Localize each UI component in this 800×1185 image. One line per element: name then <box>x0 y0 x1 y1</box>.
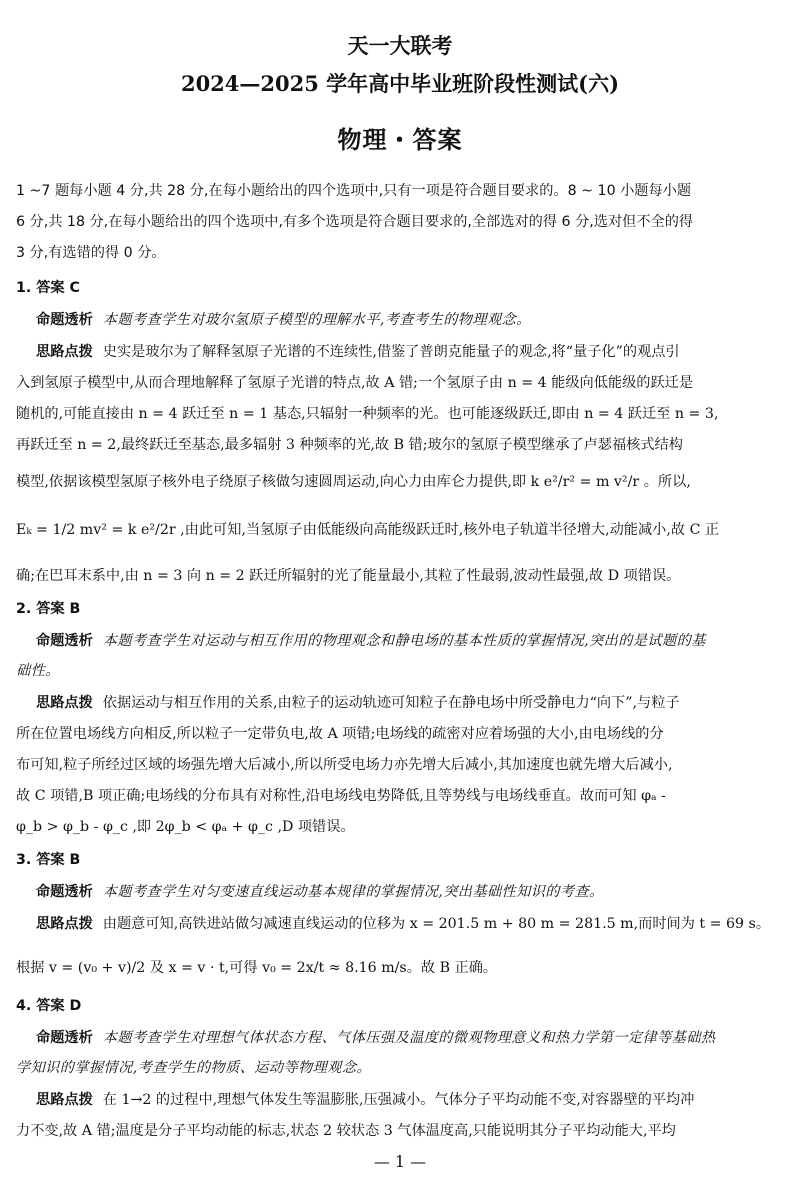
silu-label: 思路点拨 <box>36 916 93 932</box>
mingti-label: 命题透析 <box>36 633 93 649</box>
q4-silu-line-1 <box>36 1090 786 1110</box>
q3-silu-line-1 <box>36 914 786 934</box>
q2-silu-line-3: 布可知,粒子所经过区域的场强先增大后减小,所以所受电场力亦先增大后减小,其加速度也就先增大后减小, <box>16 757 673 773</box>
q1-silu-line-7: 确;在巴耳末系中,由 n = 3 向 n = 2 跃迁所辐射的光了能量最小,其粒了性最弱,波动性最强,故 D 项错误。 <box>16 568 681 584</box>
q2-silu-line-2: 所在位置电场线方向相反,所以粒子一定带负电,故 A 项错;电场线的疏密对应着场强的大小,由电场线的分 <box>16 726 664 742</box>
q3-answer-heading: 3. 答案 B <box>16 852 81 868</box>
mingti-label: 命题透析 <box>36 884 93 900</box>
silu-label: 思路点拨 <box>36 1092 93 1108</box>
q3-mingti-text: 本题考查学生对匀变速直线运动基本规律的掌握情况,突出基础性知识的考查。 <box>102 884 604 900</box>
mingti-label: 命题透析 <box>36 312 93 328</box>
q2-silu-line-5: φ_b > φ_b - φ_c ,即 2φ_b < φₐ + φ_c ,D 项错误。 <box>16 819 355 835</box>
q4-silu-text-1: 在 1→2 的过程中,理想气体发生等温膨胀,压强减小。气体分子平均动能不变,对容器壁的平均冲 <box>102 1092 695 1108</box>
q1-silu-line-4: 再跃迁至 n = 2,最终跃迁至基态,最多辐射 3 种频率的光,故 B 错;玻尔的氢原子模型继承了卢瑟福核式结构 <box>16 437 683 453</box>
q4-answer-heading: 4. 答案 D <box>16 998 82 1014</box>
q1-silu-line-1 <box>36 342 786 362</box>
q1-silu-line-3: 随机的,可能直接由 n = 4 跃迁至 n = 1 基态,只辐射一种频率的光。也可能逐级跃迁,即由 n = 4 跃迁至 n = 3, <box>16 406 719 422</box>
intro-line-3: 3 分,有选错的得 0 分。 <box>16 245 166 261</box>
exam-name-title: 2024—2025 学年高中毕业班阶段性测试(六) <box>180 71 620 96</box>
silu-label: 思路点拨 <box>36 344 93 360</box>
q1-mingti <box>36 310 786 330</box>
exam-org-title: 天一大联考 <box>347 33 453 58</box>
subject-title: 物理・答案 <box>337 125 463 154</box>
q4-mingti-line-1 <box>36 1028 786 1048</box>
q3-silu-line-2: 根据 v = (v₀ + v)/2 及 x = v · t,可得 v₀ = 2x/t ≈ 8.16 m/s。故 B 正确。 <box>16 960 498 976</box>
q2-silu-text-1: 依据运动与相互作用的关系,由粒子的运动轨迹可知粒子在静电场中所受静电力“向下”,与粒子 <box>102 695 680 711</box>
page-number: — 1 — <box>373 1152 427 1171</box>
q1-silu-line-2: 入到氢原子模型中,从而合理地解释了氢原子光谱的特点,故 A 错;一个氢原子由 n = 4 能级向低能级的跃迁是 <box>16 375 694 391</box>
q1-silu-line-6: Eₖ = 1/2 mv² = k e²/2r ,由此可知,当氢原子由低能级向高能级跃迁时,核外电子轨道半径增大,动能减小,故 C 正 <box>16 522 720 538</box>
mingti-label: 命题透析 <box>36 1030 93 1046</box>
silu-label: 思路点拨 <box>36 695 93 711</box>
intro-line-1: 1 ~7 题每小题 4 分,共 28 分,在每小题给出的四个选项中,只有一项是符合题目要求的。8 ~ 10 小题每小题 <box>16 183 692 199</box>
q1-silu-line-5: 模型,依据该模型氢原子核外电子绕原子核做匀速圆周运动,向心力由库仑力提供,即 k e²/r² = m v²/r 。所以, <box>16 474 691 490</box>
q3-mingti <box>36 882 786 902</box>
q2-answer-heading: 2. 答案 B <box>16 601 81 617</box>
q2-silu-line-4: 故 C 项错,B 项正确;电场线的分布具有对称性,沿电场线电势降低,且等势线与电场线垂直。故而可知 φₐ - <box>16 788 666 804</box>
q4-mingti-text-1: 本题考查学生对理想气体状态方程、气体压强及温度的微观物理意义和热力学第一定律等基础热 <box>102 1030 716 1046</box>
q1-silu-text-1: 史实是玻尔为了解释氢原子光谱的不连续性,借鉴了普朗克能量子的观念,将“量子化”的观点引 <box>102 344 680 360</box>
q2-mingti-text-1: 本题考查学生对运动与相互作用的物理观念和静电场的基本性质的掌握情况,突出的是试题的基 <box>102 633 706 649</box>
q3-silu-text-1: 由题意可知,高铁进站做匀减速直线运动的位移为 x = 201.5 m + 80 m = 281.5 m,而时间为 t = 69 s。 <box>102 916 771 932</box>
intro-line-2: 6 分,共 18 分,在每小题给出的四个选项中,有多个选项是符合题目要求的,全部选对的得 6 分,选对但不全的得 <box>16 214 694 230</box>
q1-mingti-text: 本题考查学生对玻尔氢原子模型的理解水平,考查考生的物理观念。 <box>102 312 531 328</box>
q4-silu-line-2: 力不变,故 A 错;温度是分子平均动能的标志,状态 2 较状态 3 气体温度高,只能说明其分子平均动能大,平均 <box>16 1123 676 1139</box>
q2-mingti-line-1 <box>36 631 786 651</box>
q2-mingti-line-2: 础性。 <box>16 663 60 679</box>
q1-answer-heading: 1. 答案 C <box>16 280 80 296</box>
q2-silu-line-1 <box>36 693 786 713</box>
q4-mingti-line-2: 学知识的掌握情况,考查学生的物质、运动等物理观念。 <box>16 1060 372 1076</box>
